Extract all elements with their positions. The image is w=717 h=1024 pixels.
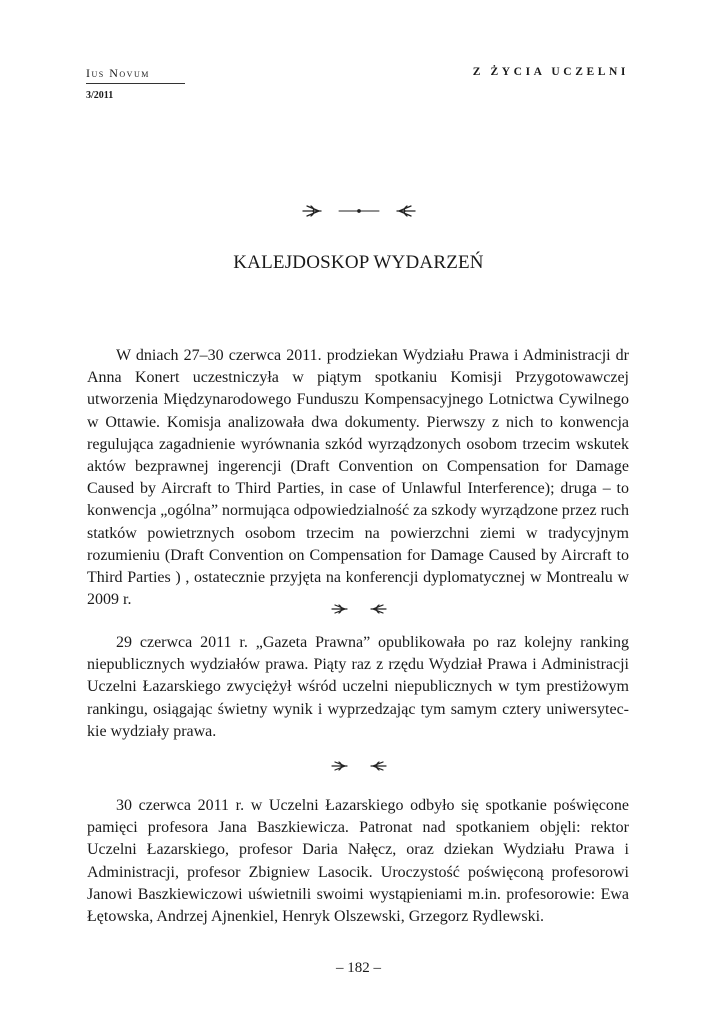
issue-number: 3/2011 — [86, 90, 114, 101]
article-title: KALEJDOSKOP WYDARZEŃ — [233, 252, 484, 273]
paragraph-1: W dniach 27–30 czerwca 2011. prodziekan Wydziału Prawa i Administracji dr Anna Konert uczestniczyła w piątym spotkaniu Komisji Przygotowawczej utworzenia Międzynarodowego Funduszu Kompensacyjnego Lotnictwa Cywilnego w Ottawie. Komisja analizowała dwa dokumenty. Pierwszy z nich to konwencja regulująca zagadnienie wyrównania szkód wyrządzonych osobom trzecim wskutek aktów bezprawnej ingerencji (Draft Convention on Compensation for Damage Caused by Aircraft to Third Parties, in case of Unlawful Interference); druga – to konwencja „ogólna” normująca odpowiedzialność za szkody wyrządzone przez ruch statków powietrznych osobom trzecim na powierzchni ziemi w tradycyjnym rozumieniu (Draft Convention on Compensation for Damage Caused by Aircraft to Third Parties ) , ostatecznie przyjęta na konferencji dyplomatycznej w Montrealu w 2009 r. — [87, 347, 629, 609]
journal-title: Ius Novum — [86, 66, 185, 84]
fleuron-pair-icon — [0, 602, 717, 621]
page-number: – 182 – — [336, 960, 381, 976]
paragraph-3: 30 czerwca 2011 r. w Uczelni Łazarskiego odbyło się spotkanie poświęcone pamięci profesora Jana Baszkiewicza. Patronat nad spotkaniem objęli: rektor Uczelni Łazarskiego, profesor Daria Nałęcz, oraz dziekan Wydziału Prawa i Administracji, profesor Zbigniew Lasocik. Uroczystość poświęconą profesorowi Janowi Baszkiewiczowi uświetnili swoimi wystąpieniami m.in. profesorowie: Ewa Łętowska, Andrzej Ajnenkiel, Henryk Olszewski, Grzegorz Rydlewski. — [87, 797, 629, 926]
fleuron-divider-icon — [0, 203, 717, 224]
section-title: Z ŻYCIA UCZELNI — [472, 66, 629, 78]
paragraph-2: 29 czerwca 2011 r. „Gazeta Prawna” opublikowała po raz kolejny ranking niepublicznych wydziałów prawa. Piąty raz z rzędu Wydział Prawa i Administracji Uczelni Łazarskiego zwyciężył wśród uczelni niepublicznych w tym prestiżowym rankingu, osiągając świetny wynik i wyprzedzając tym samym cztery uniwersyteckie wydziały prawa. — [87, 634, 629, 740]
fleuron-pair-icon — [0, 759, 717, 778]
